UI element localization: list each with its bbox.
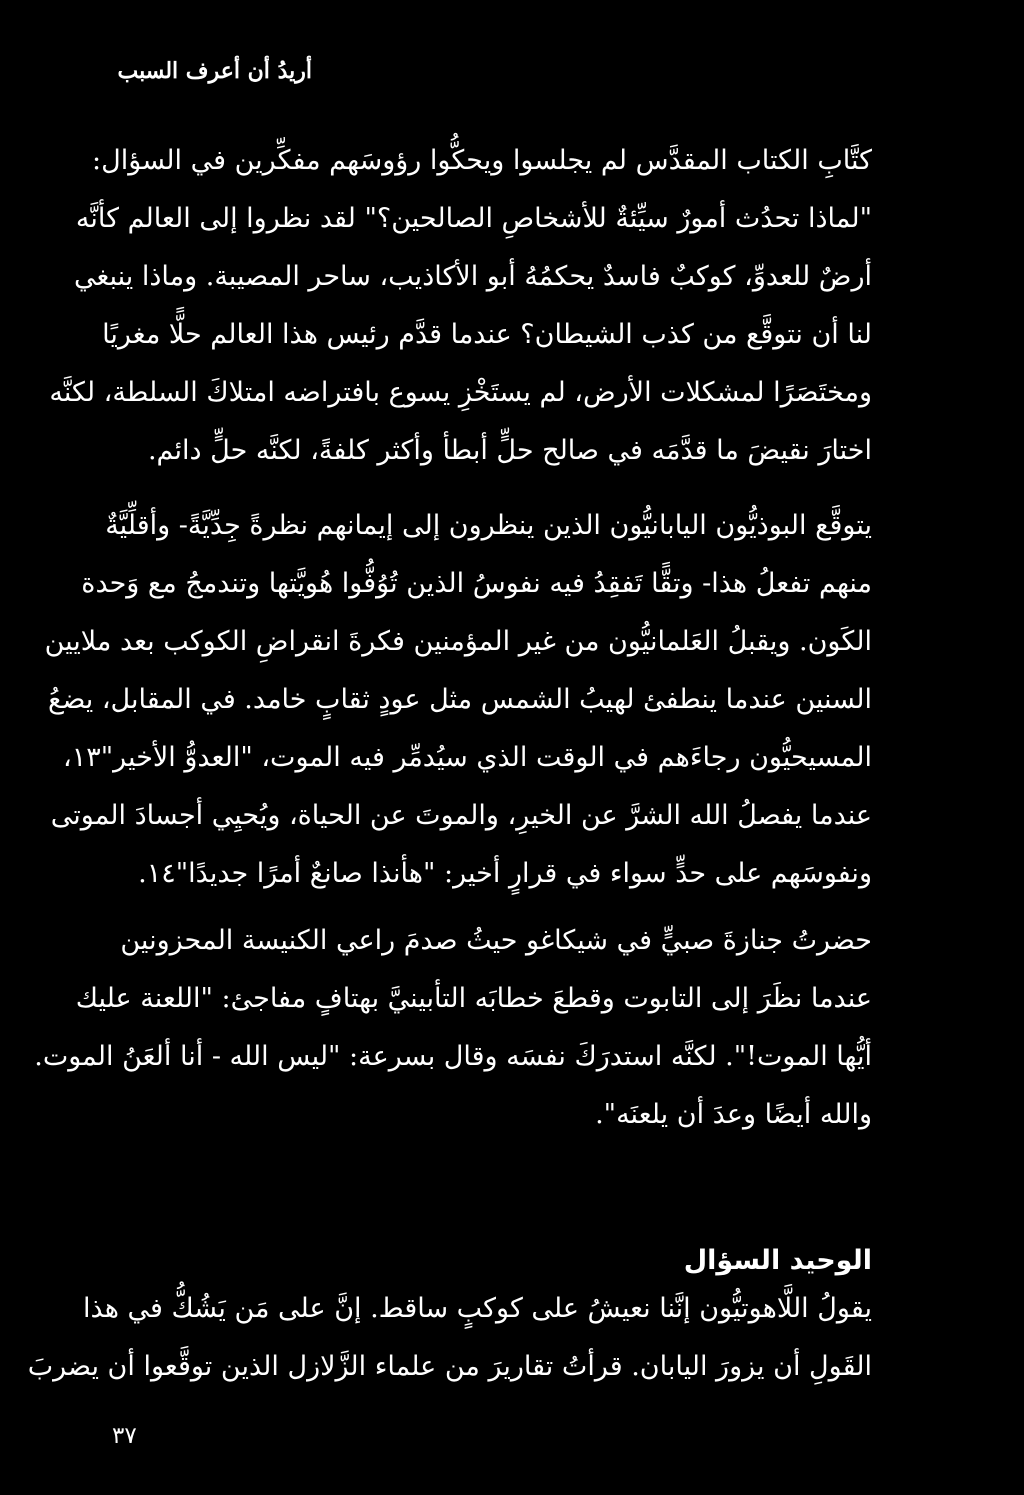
text-line: عندما نظَرَ إلى التابوت وقطعَ خطابَه التأبينيَّ بهتافٍ مفاجئ: "اللعنة عليك bbox=[75, 983, 872, 1014]
text-line: السنين عندما ينطفئ لهيبُ الشمس مثل عودٍ ثقابٍ خامد. في المقابل، يضعُ bbox=[47, 684, 872, 715]
text-line: أرضٌ للعدوِّ، كوكبٌ فاسدٌ يحكمُهُ أبو الأكاذيب، ساحر المصيبة. وماذا ينبغي bbox=[73, 261, 872, 292]
text-line: ومختَصَرًا لمشكلات الأرض، لم يستَخْزِ يسوع بافتراضه امتلاكَ السلطة، لكنَّه bbox=[49, 377, 872, 408]
text-line: حضرتُ جنازةَ صبيٍّ في شيكاغو حيثُ صدمَ راعي الكنيسة المحزونين bbox=[120, 925, 872, 956]
text-line: كتَّابِ الكتاب المقدَّس لم يجلسوا ويحكُّوا رؤوسَهم مفكِّرين في السؤال: bbox=[92, 145, 872, 176]
text-line: ونفوسَهم على حدٍّ سواء في قرارٍ أخير: "هأنذا صانعٌ أمرًا جديدًا"١٤. bbox=[138, 858, 872, 889]
text-line: الكَون. ويقبلُ العَلمانيُّون من غير المؤمنين فكرةَ انقراضِ الكوكب بعد ملايين bbox=[44, 626, 872, 657]
text-line: يقولُ اللَّاهوتيُّون إنَّنا نعيشُ على كوكبٍ ساقط. إنَّ على مَن يَشُكُّ في هذا bbox=[83, 1293, 872, 1324]
text-line: أيُّها الموت!". لكنَّه استدرَكَ نفسَه وقال بسرعة: "ليس الله - أنا ألعَنُ الموت. bbox=[34, 1041, 872, 1072]
text-line: اختارَ نقيضَ ما قدَّمَه في صالح حلٍّ أبطأ وأكثر كلفةً، لكنَّه حلٍّ دائم. bbox=[147, 435, 872, 466]
text-line: والله أيضًا وعدَ أن يلعنَه". bbox=[595, 1099, 872, 1130]
paragraph-4 bbox=[27, 1280, 872, 1396]
text-line: لنا أن نتوقَّع من كذب الشيطان؟ عندما قدَّم رئيس هذا العالم حلًّا مغريًا bbox=[102, 319, 872, 350]
page-number: ٣٧ bbox=[112, 1423, 137, 1449]
paragraph-1 bbox=[49, 132, 872, 480]
text-line: منهم تفعلُ هذا- وتقًّا تَفقِدُ فيه نفوسُ الذين تُوُفُّوا هُويَّتها وتندمجُ مع وَحدة bbox=[81, 568, 872, 599]
section-heading: الوحيد السؤال bbox=[683, 1245, 872, 1276]
text-line: "لماذا تحدُث أمورٌ سيِّئةٌ للأشخاصِ الصالحين؟" لقد نظروا إلى العالم كأنَّه bbox=[75, 203, 872, 234]
paragraph-2 bbox=[44, 497, 872, 903]
text-line: المسيحيُّون رجاءَهم في الوقت الذي سيُدمِّر فيه الموت، "العدوُّ الأخير"١٣، bbox=[63, 742, 872, 773]
running-header: أريدُ أن أعرف السبب bbox=[117, 58, 312, 84]
text-line: عندما يفصلُ الله الشرَّ عن الخيرِ، والموتَ عن الحياة، ويُحيِي أجسادَ الموتى bbox=[50, 800, 872, 831]
text-line: يتوقَّع البوذيُّون اليابانيُّون الذين ينظرون إلى إيمانهم نظرةً جِدِّيَّةً- وأقلِّيَّةٌ bbox=[105, 510, 872, 541]
paragraph-3 bbox=[34, 912, 872, 1144]
text-line: القَولِ أن يزورَ اليابان. قرأتُ تقاريرَ من علماء الزَّلازل الذين توقَّعوا أن يضربَ bbox=[27, 1351, 872, 1382]
